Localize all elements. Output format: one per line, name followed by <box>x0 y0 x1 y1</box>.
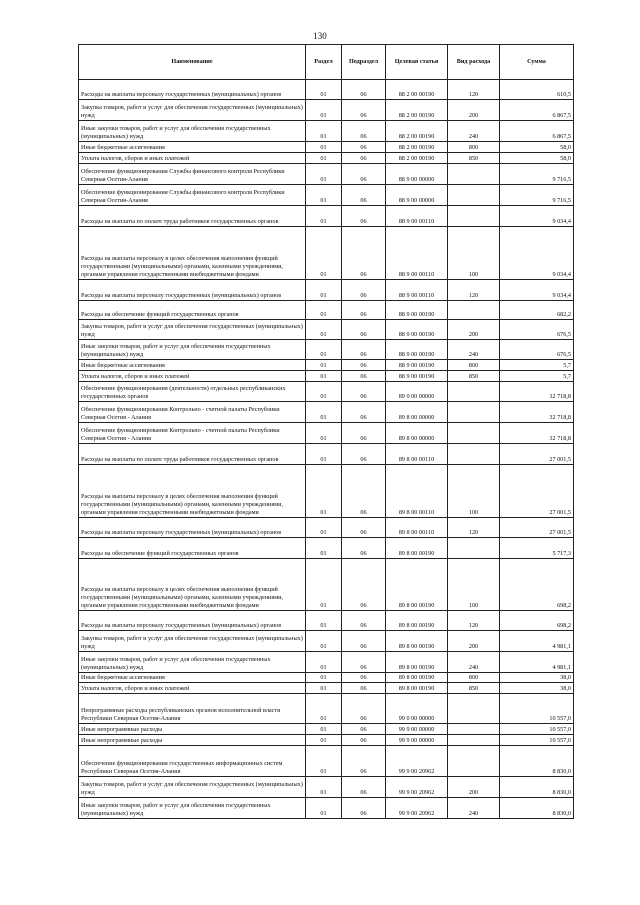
table-row <box>79 518 574 538</box>
table-row <box>79 371 574 382</box>
row-subsection: 06 <box>342 320 386 340</box>
row-subsection: 06 <box>342 559 386 611</box>
row-section: 01 <box>306 121 342 142</box>
row-section: 01 <box>306 371 342 382</box>
row-name: Уплата налогов, сборов и иных платежей <box>79 153 306 164</box>
row-subsection: 06 <box>342 280 386 301</box>
row-amount: 4 981,1 <box>500 631 574 652</box>
row-section: 01 <box>306 340 342 360</box>
row-name: Расходы на выплаты персоналу государственных (муниципальных) органов <box>79 611 306 631</box>
row-section: 01 <box>306 402 342 423</box>
row-section: 01 <box>306 280 342 301</box>
row-target: 88 9 00 00190 <box>386 371 448 382</box>
table-row <box>79 80 574 100</box>
row-amount: 58,0 <box>500 153 574 164</box>
row-section: 01 <box>306 206 342 227</box>
header-amount: Сумма <box>500 45 574 80</box>
row-section: 01 <box>306 153 342 164</box>
table-header-row <box>79 45 574 80</box>
row-target: 88 9 00 00190 <box>386 320 448 340</box>
row-amount: 9 034,4 <box>500 206 574 227</box>
row-amount: 5 717,3 <box>500 538 574 559</box>
row-name: Иные бюджетные ассигнования <box>79 360 306 371</box>
row-name: Иные бюджетные ассигнования <box>79 673 306 683</box>
row-target: 99 0 00 00000 <box>386 694 448 724</box>
row-section: 01 <box>306 382 342 402</box>
row-target: 88 2 00 00190 <box>386 142 448 153</box>
row-subsection: 06 <box>342 746 386 777</box>
row-expense-type: 200 <box>448 320 500 340</box>
row-amount: 32 718,8 <box>500 382 574 402</box>
row-name: Расходы на обеспечение функций государственных органов <box>79 538 306 559</box>
table-row <box>79 746 574 777</box>
row-amount: 676,5 <box>500 340 574 360</box>
row-name: Иные бюджетные ассигнования <box>79 142 306 153</box>
table-row <box>79 100 574 121</box>
row-amount: 27 001,5 <box>500 465 574 518</box>
table-row <box>79 206 574 227</box>
row-subsection: 06 <box>342 423 386 444</box>
row-name: Расходы на выплаты по оплате труда работников государственных органов <box>79 206 306 227</box>
row-amount: 6 867,5 <box>500 121 574 142</box>
row-name: Уплата налогов, сборов и иных платежей <box>79 371 306 382</box>
row-subsection: 06 <box>342 735 386 746</box>
row-expense-type <box>448 164 500 185</box>
header-target: Целевая статья <box>386 45 448 80</box>
row-section: 01 <box>306 320 342 340</box>
row-subsection: 06 <box>342 301 386 320</box>
row-expense-type: 240 <box>448 652 500 673</box>
row-section: 01 <box>306 360 342 371</box>
row-section: 01 <box>306 444 342 465</box>
row-target: 88 9 00 00110 <box>386 280 448 301</box>
row-subsection: 06 <box>342 611 386 631</box>
row-target: 89 8 00 00110 <box>386 518 448 538</box>
row-amount: 4 981,1 <box>500 652 574 673</box>
row-expense-type: 800 <box>448 673 500 683</box>
table-row <box>79 164 574 185</box>
row-expense-type: 800 <box>448 142 500 153</box>
row-subsection: 06 <box>342 153 386 164</box>
row-expense-type: 120 <box>448 80 500 100</box>
row-name: Расходы на выплаты персоналу государственных (муниципальных) органов <box>79 518 306 538</box>
row-target: 99 9 00 20962 <box>386 746 448 777</box>
row-subsection: 06 <box>342 777 386 798</box>
row-expense-type: 100 <box>448 559 500 611</box>
row-amount: 9 034,4 <box>500 280 574 301</box>
row-name: Расходы на выплаты персоналу в целях обеспечения выполнения функций государственными (муниципальными) органами, казенными учреждениями, органами управления государственными внебюджетными фондами <box>79 465 306 518</box>
row-name: Уплата налогов, сборов и иных платежей <box>79 683 306 694</box>
row-expense-type <box>448 444 500 465</box>
row-section: 01 <box>306 694 342 724</box>
row-subsection: 06 <box>342 340 386 360</box>
row-target: 89 8 00 00190 <box>386 611 448 631</box>
row-expense-type: 200 <box>448 777 500 798</box>
row-section: 01 <box>306 423 342 444</box>
row-name: Непрограммные расходы республиканских органов исполнительной власти Республики Северная Осетия-Алания <box>79 694 306 724</box>
table-row <box>79 382 574 402</box>
row-expense-type: 240 <box>448 121 500 142</box>
table-row <box>79 227 574 280</box>
row-subsection: 06 <box>342 121 386 142</box>
table-row <box>79 538 574 559</box>
table-row <box>79 652 574 673</box>
row-subsection: 06 <box>342 694 386 724</box>
row-section: 01 <box>306 735 342 746</box>
row-amount: 10 557,0 <box>500 694 574 724</box>
row-target: 88 9 00 00110 <box>386 227 448 280</box>
row-name: Обеспечение функционирования Службы финансового контроля Республики Северная Осетия-Алания <box>79 164 306 185</box>
row-name: Закупка товаров, работ и услуг для обеспечения государственных (муниципальных) нужд <box>79 100 306 121</box>
row-subsection: 06 <box>342 652 386 673</box>
row-target: 89 8 00 00000 <box>386 402 448 423</box>
table-row <box>79 402 574 423</box>
row-section: 01 <box>306 777 342 798</box>
row-expense-type <box>448 724 500 735</box>
row-expense-type <box>448 694 500 724</box>
row-subsection: 06 <box>342 360 386 371</box>
table-row <box>79 340 574 360</box>
row-expense-type: 850 <box>448 371 500 382</box>
table-row <box>79 735 574 746</box>
row-amount: 27 001,5 <box>500 444 574 465</box>
row-amount: 8 830,0 <box>500 798 574 819</box>
row-name: Расходы на выплаты по оплате труда работников государственных органов <box>79 444 306 465</box>
table-row <box>79 611 574 631</box>
row-amount: 610,5 <box>500 80 574 100</box>
row-expense-type: 100 <box>448 227 500 280</box>
row-section: 01 <box>306 559 342 611</box>
row-expense-type: 850 <box>448 153 500 164</box>
row-target: 88 9 00 00190 <box>386 340 448 360</box>
row-subsection: 06 <box>342 631 386 652</box>
row-amount: 38,0 <box>500 683 574 694</box>
row-amount: 10 557,0 <box>500 724 574 735</box>
row-target: 99 9 00 20962 <box>386 798 448 819</box>
row-expense-type <box>448 538 500 559</box>
row-name: Иные непрограммные расходы <box>79 724 306 735</box>
row-section: 01 <box>306 538 342 559</box>
row-amount: 32 718,8 <box>500 402 574 423</box>
row-target: 88 9 00 00110 <box>386 206 448 227</box>
row-expense-type: 100 <box>448 465 500 518</box>
row-name: Обеспечение функционирования Службы финансового контроля Республики Северная Осетия-Алания <box>79 185 306 206</box>
header-subsection: Подраздел <box>342 45 386 80</box>
row-section: 01 <box>306 724 342 735</box>
row-target: 89 8 00 00190 <box>386 673 448 683</box>
row-name: Иные закупки товаров, работ и услуг для обеспечения государственных (муниципальных) нужд <box>79 340 306 360</box>
row-name: Обеспечение функционирования государственных информационных систем Республики Северная Осетия-Алания <box>79 746 306 777</box>
row-amount: 9 034,4 <box>500 227 574 280</box>
row-section: 01 <box>306 227 342 280</box>
row-target: 89 8 00 00190 <box>386 683 448 694</box>
row-amount: 27 001,5 <box>500 518 574 538</box>
row-subsection: 06 <box>342 444 386 465</box>
row-subsection: 06 <box>342 185 386 206</box>
table-row <box>79 798 574 819</box>
row-amount: 58,0 <box>500 142 574 153</box>
row-name: Иные непрограммные расходы <box>79 735 306 746</box>
row-amount: 38,0 <box>500 673 574 683</box>
table-row <box>79 153 574 164</box>
budget-table <box>78 44 574 819</box>
row-target: 89 8 00 00110 <box>386 444 448 465</box>
row-target: 89 8 00 00190 <box>386 652 448 673</box>
row-expense-type: 200 <box>448 100 500 121</box>
row-target: 89 0 00 00000 <box>386 382 448 402</box>
row-name: Закупка товаров, работ и услуг для обеспечения государственных (муниципальных) нужд <box>79 777 306 798</box>
row-name: Расходы на выплаты персоналу государственных (муниципальных) органов <box>79 280 306 301</box>
row-name: Иные закупки товаров, работ и услуг для обеспечения государственных (муниципальных) нужд <box>79 652 306 673</box>
table-row <box>79 301 574 320</box>
table-row <box>79 360 574 371</box>
row-section: 01 <box>306 683 342 694</box>
row-expense-type <box>448 402 500 423</box>
row-section: 01 <box>306 746 342 777</box>
row-amount: 6 867,5 <box>500 100 574 121</box>
row-expense-type <box>448 185 500 206</box>
table-row <box>79 673 574 683</box>
row-name: Расходы на выплаты персоналу в целях обеспечения выполнения функций государственными (муниципальными) органами, казенными учреждениями, органами управления государственными внебюджетными фондами <box>79 227 306 280</box>
row-section: 01 <box>306 301 342 320</box>
row-target: 88 2 00 00190 <box>386 153 448 164</box>
row-subsection: 06 <box>342 382 386 402</box>
row-subsection: 06 <box>342 724 386 735</box>
row-target: 89 8 00 00000 <box>386 423 448 444</box>
row-target: 89 8 00 00190 <box>386 631 448 652</box>
table-row <box>79 185 574 206</box>
row-target: 99 9 00 00000 <box>386 735 448 746</box>
row-expense-type <box>448 746 500 777</box>
row-name: Расходы на обеспечение функций государственных органов <box>79 301 306 320</box>
row-target: 89 8 00 00190 <box>386 538 448 559</box>
row-target: 88 9 00 00190 <box>386 360 448 371</box>
header-name: Наименование <box>79 45 306 80</box>
row-section: 01 <box>306 185 342 206</box>
row-name: Иные закупки товаров, работ и услуг для обеспечения государственных (муниципальных) нужд <box>79 121 306 142</box>
row-name: Закупка товаров, работ и услуг для обеспечения государственных (муниципальных) нужд <box>79 631 306 652</box>
row-section: 01 <box>306 518 342 538</box>
row-section: 01 <box>306 611 342 631</box>
table-row <box>79 444 574 465</box>
table-row <box>79 142 574 153</box>
table-row <box>79 631 574 652</box>
row-target: 88 9 00 00000 <box>386 164 448 185</box>
row-expense-type: 850 <box>448 683 500 694</box>
row-expense-type: 200 <box>448 631 500 652</box>
row-subsection: 06 <box>342 798 386 819</box>
row-amount: 698,2 <box>500 559 574 611</box>
row-expense-type: 120 <box>448 518 500 538</box>
row-subsection: 06 <box>342 227 386 280</box>
row-section: 01 <box>306 142 342 153</box>
row-expense-type: 240 <box>448 340 500 360</box>
table-row <box>79 280 574 301</box>
table-row <box>79 559 574 611</box>
row-target: 89 8 00 00110 <box>386 465 448 518</box>
table-row <box>79 777 574 798</box>
row-subsection: 06 <box>342 206 386 227</box>
row-amount: 8 830,0 <box>500 746 574 777</box>
row-amount: 8 830,0 <box>500 777 574 798</box>
row-subsection: 06 <box>342 371 386 382</box>
row-amount: 5,7 <box>500 360 574 371</box>
row-subsection: 06 <box>342 142 386 153</box>
row-target: 99 9 00 00000 <box>386 724 448 735</box>
row-section: 01 <box>306 673 342 683</box>
row-section: 01 <box>306 80 342 100</box>
row-expense-type <box>448 382 500 402</box>
row-subsection: 06 <box>342 80 386 100</box>
table-row <box>79 423 574 444</box>
row-target: 88 2 00 00190 <box>386 100 448 121</box>
row-amount: 676,5 <box>500 320 574 340</box>
page-number: 130 <box>313 31 327 41</box>
row-section: 01 <box>306 164 342 185</box>
table-row <box>79 724 574 735</box>
row-section: 01 <box>306 631 342 652</box>
row-name: Обеспечение функционирования (деятельности) отдельных республиканских государственных органов <box>79 382 306 402</box>
row-subsection: 06 <box>342 673 386 683</box>
table-row <box>79 683 574 694</box>
row-name: Закупка товаров, работ и услуг для обеспечения государственных (муниципальных) нужд <box>79 320 306 340</box>
row-section: 01 <box>306 100 342 121</box>
row-subsection: 06 <box>342 518 386 538</box>
row-target: 88 9 00 00190 <box>386 301 448 320</box>
row-amount: 698,2 <box>500 611 574 631</box>
row-expense-type: 120 <box>448 611 500 631</box>
row-section: 01 <box>306 652 342 673</box>
table-row <box>79 320 574 340</box>
row-target: 88 2 00 00190 <box>386 80 448 100</box>
row-amount: 682,2 <box>500 301 574 320</box>
row-target: 88 2 00 00190 <box>386 121 448 142</box>
header-section: Раздел <box>306 45 342 80</box>
row-subsection: 06 <box>342 683 386 694</box>
row-name: Обеспечение функционирования Контрольно - счетной палаты Республики Северная Осетия - Алания <box>79 402 306 423</box>
row-subsection: 06 <box>342 538 386 559</box>
row-name: Расходы на выплаты персоналу в целях обеспечения выполнения функций государственными (муниципальными) органами, казенными учреждениями, органами управления государственными внебюджетными фондами <box>79 559 306 611</box>
row-amount: 32 718,8 <box>500 423 574 444</box>
row-section: 01 <box>306 465 342 518</box>
table-row <box>79 694 574 724</box>
row-expense-type <box>448 735 500 746</box>
row-expense-type: 120 <box>448 280 500 301</box>
row-subsection: 06 <box>342 465 386 518</box>
row-amount: 9 716,5 <box>500 185 574 206</box>
table-row <box>79 121 574 142</box>
table-row <box>79 465 574 518</box>
row-amount: 5,7 <box>500 371 574 382</box>
header-expense-type: Вид расхода <box>448 45 500 80</box>
row-expense-type <box>448 206 500 227</box>
row-name: Иные закупки товаров, работ и услуг для обеспечения государственных (муниципальных) нужд <box>79 798 306 819</box>
row-subsection: 06 <box>342 164 386 185</box>
row-name: Обеспечение функционирования Контрольно - счетной палаты Республики Северная Осетия - Алания <box>79 423 306 444</box>
row-section: 01 <box>306 798 342 819</box>
row-target: 99 9 00 20962 <box>386 777 448 798</box>
row-expense-type: 800 <box>448 360 500 371</box>
row-expense-type: 240 <box>448 798 500 819</box>
row-target: 89 8 00 00190 <box>386 559 448 611</box>
row-expense-type <box>448 423 500 444</box>
row-name: Расходы на выплаты персоналу государственных (муниципальных) органов <box>79 80 306 100</box>
row-target: 88 9 00 00000 <box>386 185 448 206</box>
row-subsection: 06 <box>342 402 386 423</box>
row-amount: 10 557,0 <box>500 735 574 746</box>
row-amount: 9 716,5 <box>500 164 574 185</box>
row-expense-type <box>448 301 500 320</box>
row-subsection: 06 <box>342 100 386 121</box>
